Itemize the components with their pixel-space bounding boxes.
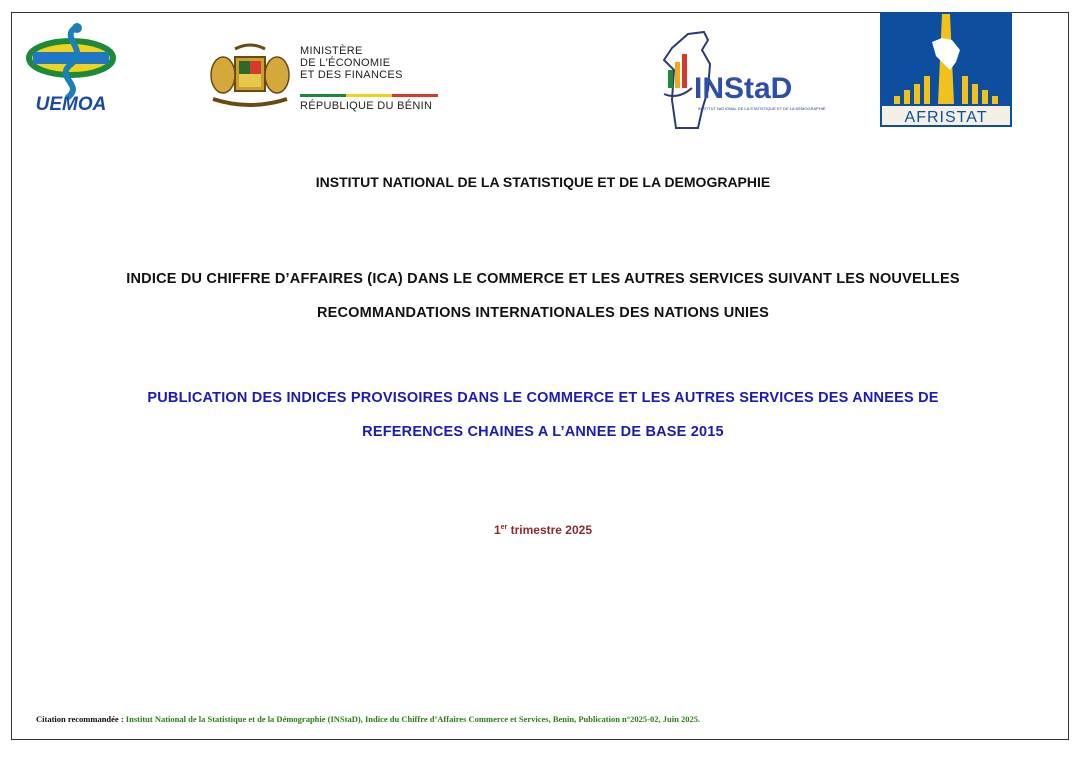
uemoa-label: UEMOA (35, 94, 107, 115)
ministry-logo (205, 43, 440, 115)
title-line2: RECOMMANDATIONS INTERNATIONALES DES NATIONS UNIES (316, 305, 770, 321)
period-label (0, 523, 1086, 537)
benin-coat-of-arms-icon (205, 43, 295, 115)
citation (36, 714, 700, 724)
document-title (0, 262, 1086, 330)
citation-text: Institut National de la Statistique et de la Démographie (INStaD), Indice du Chiffre d’Affaires Commerce et Services, Benin, Publication n°2025-02, Juin 2025. (125, 714, 701, 724)
uemoa-logo (15, 20, 127, 115)
ministry-line3: ET DES FINANCES (300, 69, 403, 81)
period-text: trimestre 2025 (507, 523, 593, 537)
ministry-republic: RÉPUBLIQUE DU BÉNIN (300, 100, 433, 112)
institute-heading: INSTITUT NATIONAL DE LA STATISTIQUE ET DE LA DEMOGRAPHIE (315, 174, 771, 190)
document-subtitle (0, 381, 1086, 449)
subtitle-line2: REFERENCES CHAINES A L’ANNEE DE BASE 2015 (362, 424, 724, 440)
subtitle-line1: PUBLICATION DES INDICES PROVISOIRES DANS LE COMMERCE ET LES AUTRES SERVICES DES ANNEES DE (147, 390, 939, 406)
afristat-logo (880, 12, 1012, 127)
instad-logo (658, 30, 826, 130)
period-suffix: er (500, 524, 508, 531)
ministry-line2: DE L'ÉCONOMIE (300, 57, 391, 69)
title-line1: INDICE DU CHIFFRE D’AFFAIRES (ICA) DANS LE COMMERCE ET LES AUTRES SERVICES SUIVANT LES NOUVELLES (126, 271, 960, 287)
instad-label: INStaD (694, 72, 793, 105)
afristat-label: AFRISTAT (904, 109, 988, 126)
ministry-line1: MINISTÈRE (300, 45, 363, 57)
citation-label: Citation recommandée : (36, 714, 126, 724)
instad-sublabel: INSTITUT NATIONAL DE LA STATISTIQUE ET DE LA DÉMOGRAPHIE (698, 106, 826, 111)
period-number: 1 (493, 523, 501, 537)
ministry-flag-stripe (300, 94, 438, 97)
